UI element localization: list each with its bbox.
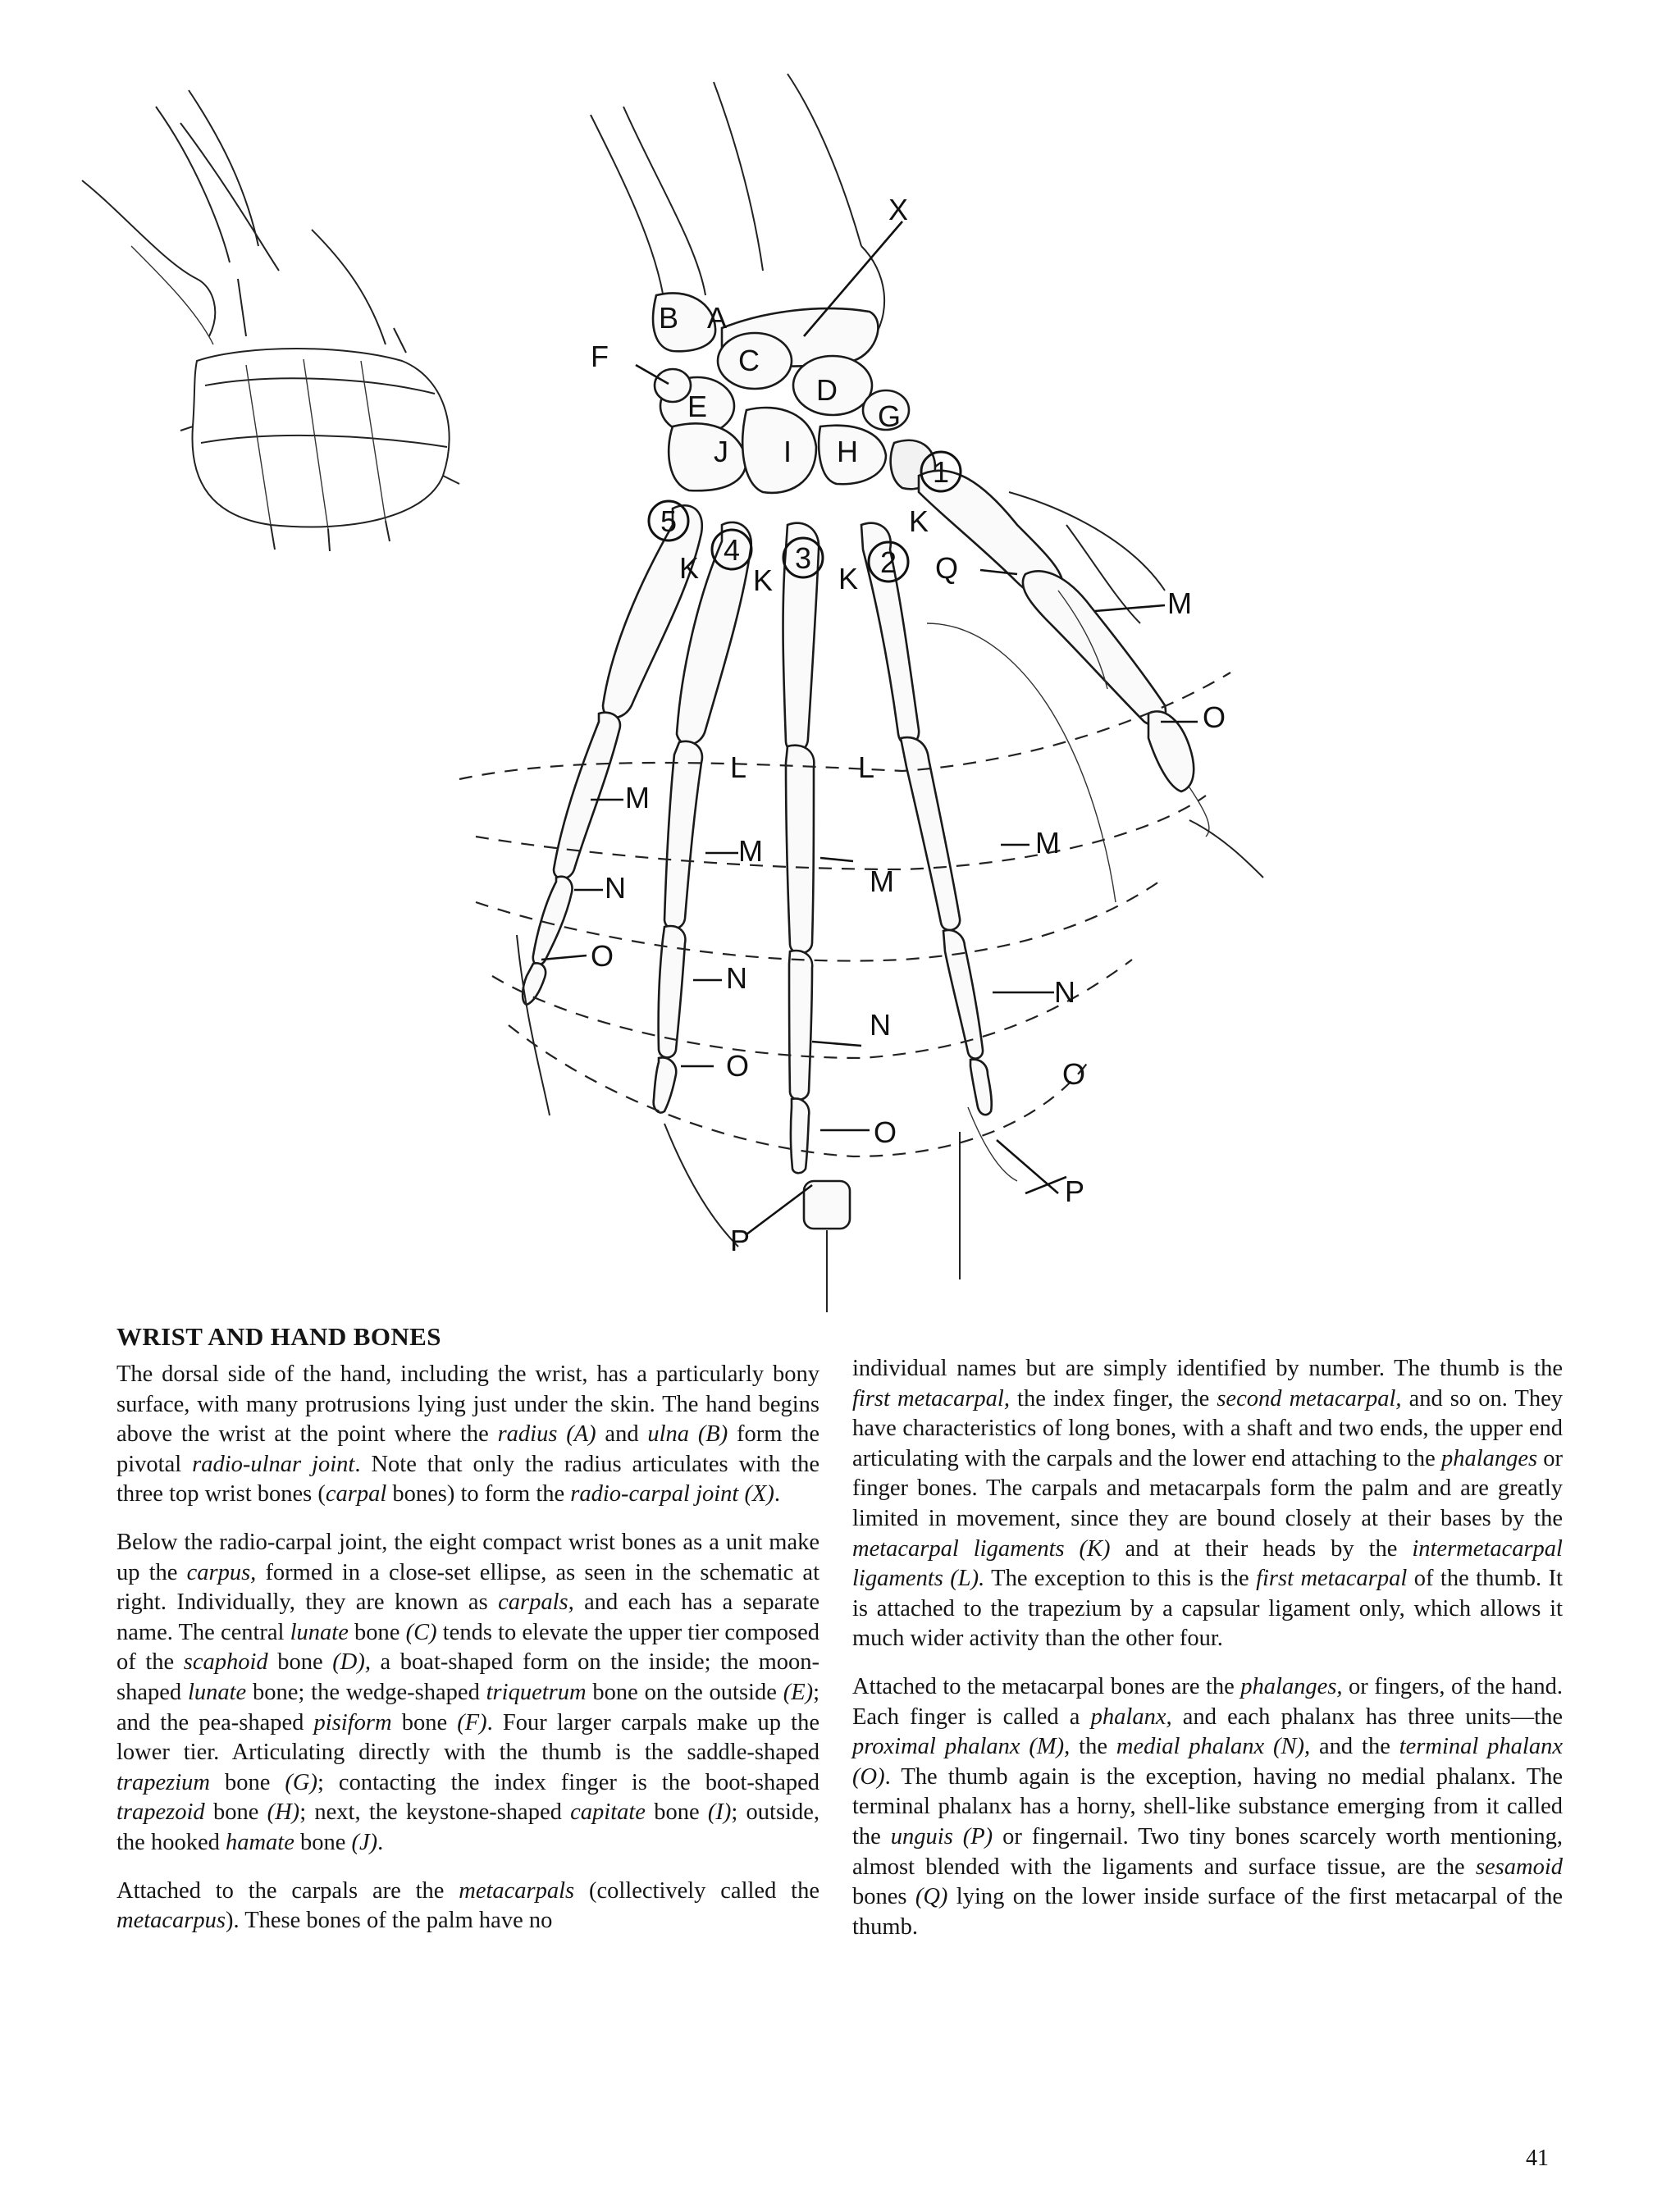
text-run: tends to elevate the upper tier composed of the xyxy=(116,1619,819,1676)
label-g: G xyxy=(878,399,902,433)
italic-term: first metacarpal xyxy=(1256,1566,1408,1592)
text-run: ). These bones of the palm have no xyxy=(225,1908,553,1934)
text-run: bone xyxy=(645,1799,708,1826)
italic-term: first metacarpal, xyxy=(852,1385,1010,1412)
metacarpal-number-1: 1 xyxy=(932,455,950,489)
label-m-4: M xyxy=(738,834,763,868)
text-run: or fingers, of the hand. Each finger is called a xyxy=(852,1673,1563,1730)
text-run: form the pivotal xyxy=(116,1421,820,1477)
label-n-index: N xyxy=(1054,975,1075,1009)
label-o-thumb: O xyxy=(1203,700,1226,734)
metacarpal-number-5: 5 xyxy=(660,504,678,538)
italic-term: trapezium xyxy=(116,1769,210,1795)
italic-term: (D), xyxy=(332,1649,371,1676)
text-run: ; and the pea-shaped xyxy=(116,1679,820,1735)
paragraph-metacarpals-intro xyxy=(116,1877,819,1936)
right-text-column xyxy=(852,1354,1563,1960)
text-run: the xyxy=(1070,1734,1116,1760)
text-run: and xyxy=(596,1421,648,1448)
italic-term: carpus, xyxy=(186,1559,257,1585)
italic-term: triquetrum xyxy=(486,1679,587,1705)
italic-term: (H) xyxy=(267,1799,300,1826)
text-run: and at their heads by the xyxy=(1110,1535,1413,1562)
italic-term: radius (A) xyxy=(497,1421,596,1448)
italic-term: radio-carpal joint (X) xyxy=(570,1481,774,1507)
text-run: . Note that only the radius articulates with the three top wrist bones ( xyxy=(116,1451,820,1507)
italic-term: (I) xyxy=(707,1799,732,1826)
italic-term: terminal phalanx (O) xyxy=(852,1734,1563,1790)
italic-term: intermetacarpal ligaments (L). xyxy=(852,1535,1563,1592)
text-run: of the thumb. It is attached to the trapezium by a capsular ligament only, which allows it much wider activity than the other four. xyxy=(852,1566,1563,1652)
text-run: ; next, the keystone-shaped xyxy=(299,1799,571,1826)
italic-term: (J) xyxy=(351,1829,378,1855)
label-m-thumb: M xyxy=(1167,586,1192,620)
text-run: bone xyxy=(204,1799,267,1826)
label-k-4: K xyxy=(753,563,774,597)
label-q: Q xyxy=(935,551,959,585)
italic-term: lunate xyxy=(290,1619,349,1645)
italic-term: (E) xyxy=(783,1679,814,1705)
italic-term: (Q) xyxy=(915,1884,948,1910)
label-b: B xyxy=(659,301,679,335)
text-run: a boat-shaped form on the inside; the moon-shaped xyxy=(116,1649,819,1705)
text-run: Attached to the metacarpal bones are the xyxy=(852,1673,1241,1699)
label-h: H xyxy=(837,435,858,468)
italic-term: radio-ulnar joint xyxy=(192,1451,355,1477)
italic-term: phalanges, xyxy=(1240,1673,1343,1699)
left-text-column xyxy=(116,1360,819,1954)
text-run: the index finger, the xyxy=(1009,1385,1217,1412)
text-run: individual names but are simply identified by number. The thumb is the xyxy=(852,1356,1563,1381)
text-run: and so on. They have characteristics of long bones, with a shaft and two ends, the upper end articulating with the carpals and the lower end attaching to the xyxy=(852,1385,1563,1471)
label-f: F xyxy=(591,340,609,373)
label-a: A xyxy=(707,301,728,335)
label-n-5: N xyxy=(605,871,626,905)
text-run: or fingernail. Two tiny bones scarcely worth mentioning, almost blended with the ligaments and surface tissue, are the xyxy=(852,1823,1563,1880)
metacarpal-number-3: 3 xyxy=(794,541,812,575)
label-d: D xyxy=(816,373,838,407)
italic-term: second metacarpal, xyxy=(1217,1385,1402,1412)
italic-term: lunate xyxy=(187,1679,247,1705)
italic-term: sesamoid xyxy=(1475,1854,1563,1880)
label-m-5: M xyxy=(625,781,650,814)
text-run: bones xyxy=(852,1884,915,1910)
label-p-3: P xyxy=(730,1224,751,1257)
italic-term: (F) xyxy=(457,1709,487,1735)
metacarpal-number-4: 4 xyxy=(723,533,741,567)
label-o-5: O xyxy=(591,939,614,973)
text-run: The dorsal side of the hand, including the wrist, has a particularly bony surface, with many protrusions lying just under the skin. The hand begins above the wrist at the point where the xyxy=(116,1361,819,1448)
text-run: . xyxy=(774,1481,780,1507)
italic-term: (C) xyxy=(405,1619,437,1645)
text-run: bone xyxy=(348,1619,406,1645)
italic-term: phalanx, xyxy=(1090,1703,1172,1730)
label-l-left: L xyxy=(730,750,747,784)
italic-term: (G) xyxy=(285,1769,317,1795)
italic-term: trapezoid xyxy=(116,1799,205,1826)
italic-term: metacarpus xyxy=(116,1908,226,1934)
text-run: ; outside, the hooked xyxy=(116,1799,819,1855)
label-p-index: P xyxy=(1065,1174,1085,1208)
paragraph-carpus xyxy=(116,1528,819,1859)
italic-term: medial phalanx (N), xyxy=(1116,1734,1311,1760)
text-run: Below the radio-carpal joint, the eight compact wrist bones as a unit make up the xyxy=(116,1529,819,1585)
label-o-3: O xyxy=(874,1115,897,1149)
italic-term: carpal xyxy=(325,1481,387,1507)
text-run: . xyxy=(377,1829,384,1855)
text-run: bones) to form the xyxy=(386,1481,571,1507)
label-k-thumb: K xyxy=(909,504,929,538)
forearm xyxy=(591,74,884,344)
paragraph-dorsal-side xyxy=(116,1360,819,1510)
italic-term: phalanges xyxy=(1440,1445,1538,1471)
label-i: I xyxy=(783,435,792,468)
metacarpal-bones xyxy=(603,505,919,751)
text-run: (collectively called the xyxy=(574,1877,819,1904)
text-run: Attached to the carpals are the xyxy=(116,1877,459,1904)
text-run: lying on the lower inside surface of the first metacarpal of the thumb. xyxy=(852,1884,1563,1940)
label-n-4: N xyxy=(726,961,747,995)
label-o-index: O xyxy=(1062,1057,1086,1091)
italic-term: scaphoid xyxy=(183,1649,268,1676)
text-run: bone xyxy=(210,1769,285,1795)
text-run: ; contacting the index finger is the boot-shaped xyxy=(317,1769,819,1795)
label-k-5: K xyxy=(679,551,700,585)
text-run: formed in a close-set ellipse, as seen in the schematic at right. Individually, they are known as xyxy=(116,1559,819,1616)
text-run: bone xyxy=(267,1649,333,1676)
text-run: bone xyxy=(294,1829,352,1855)
metacarpal-number-2: 2 xyxy=(879,545,897,579)
italic-term: metacarpals xyxy=(459,1877,575,1904)
text-run: bone; the wedge-shaped xyxy=(246,1679,486,1705)
text-run: bone on the outside xyxy=(586,1679,783,1705)
text-run: bone xyxy=(391,1709,458,1735)
label-m-3: M xyxy=(870,864,894,898)
paragraph-metacarpals xyxy=(852,1354,1563,1654)
label-l-right: L xyxy=(858,750,875,784)
label-c: C xyxy=(738,344,760,377)
text-run: and each has a separate name. The central xyxy=(116,1589,819,1645)
label-k-3: K xyxy=(838,562,859,595)
text-run: . The thumb again is the exception, having no medial phalanx. The terminal phalanx has a horny, shell-like substance emerging from it called the xyxy=(852,1763,1563,1849)
label-n-3: N xyxy=(870,1008,891,1042)
italic-term: capitate xyxy=(570,1799,646,1826)
label-j: J xyxy=(714,435,728,468)
page-number: 41 xyxy=(1526,2146,1549,2171)
label-m-index: M xyxy=(1035,826,1060,860)
text-run: or finger bones. The carpals and metacarpals form the palm and are greatly limited in movement, since they are bound closely at their bases by the xyxy=(852,1445,1563,1531)
section-heading: WRIST AND HAND BONES xyxy=(116,1322,441,1351)
label-o-4: O xyxy=(726,1049,750,1083)
label-x: X xyxy=(888,193,909,226)
paragraph-phalanges xyxy=(852,1672,1563,1942)
italic-term: carpals, xyxy=(498,1589,574,1616)
italic-term: pisiform xyxy=(313,1709,392,1735)
text-run: and the xyxy=(1310,1734,1399,1760)
italic-term: hamate xyxy=(225,1829,294,1855)
carpus-schematic xyxy=(82,90,459,551)
italic-term: ulna (B) xyxy=(647,1421,728,1448)
label-e: E xyxy=(687,390,708,423)
italic-term: unguis (P) xyxy=(890,1823,993,1849)
text-run: . Four larger carpals make up the lower tier. Articulating directly with the thumb is the saddle-shaped xyxy=(116,1709,819,1766)
text-run: The exception to this is the xyxy=(984,1566,1257,1592)
text-run: and each phalanx has three units—the xyxy=(1171,1703,1564,1730)
italic-term: proximal phalanx (M), xyxy=(852,1734,1071,1760)
italic-term: metacarpal ligaments (K) xyxy=(852,1535,1111,1562)
thumb-bones xyxy=(919,471,1194,791)
